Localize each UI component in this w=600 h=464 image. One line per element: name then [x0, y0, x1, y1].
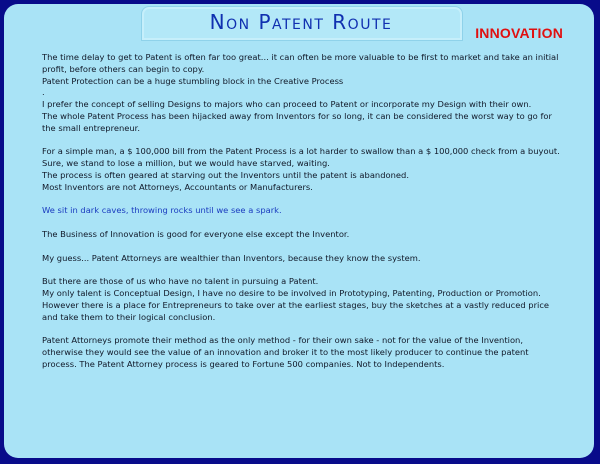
text-line: Patent Protection can be a huge stumbling block in the Creative Process: [42, 75, 344, 86]
article-body: [42, 52, 562, 371]
text-line: For a simple man, a $ 100,000 bill from the Patent Process is a lot harder to swallow than a $ 100,000 check from a buyout.: [42, 146, 560, 157]
text-line: My guess... Patent Attorneys are wealthier than Inventors, because they know the system.: [42, 252, 421, 263]
text-line: But there are those of us who have no talent in pursuing a Patent.: [42, 276, 319, 287]
text-line: I prefer the concept of selling Designs to majors who can proceed to Patent or incorporate my Design with their own.: [42, 99, 532, 110]
paragraph-gap: [42, 264, 562, 276]
text-line: The process is often geared at starving out the Inventors until the patent is abandoned.: [42, 169, 409, 180]
paragraph-gap: [42, 135, 562, 147]
text-line: My only talent is Conceptual Design, I have no desire to be involved in Prototyping, Patenting, Production or Promotion.: [42, 287, 541, 298]
page-title: Non Patent Route: [209, 10, 393, 34]
text-line: However there is a place for Entrepreneurs to take over at the earliest stages, buy the sketches at a vastly reduced price and take them to their logical conclusion.: [42, 299, 550, 322]
highlight-line: We sit in dark caves, throwing rocks until we see a spark.: [42, 205, 282, 216]
text-line: The Business of Innovation is good for everyone else except the Inventor.: [42, 228, 350, 239]
text-line: .: [42, 87, 45, 98]
text-line: Patent Attorneys promote their method as the only method - for their own sake - not for the value of the Invention, otherwise they would see the value of an innovation and broker it to the most likely producer to continue the patent process. The Patent Attorney process is geared to Fortune 500 companies. Not to Independents.: [42, 335, 529, 369]
paragraph-gap: [42, 323, 562, 335]
text-line: The whole Patent Process has been hijacked away from Inventors for so long, it can be considered the worst way to go for the small entrepreneur.: [42, 110, 552, 133]
paragraph-gap: [42, 217, 562, 229]
text-line: Most Inventors are not Attorneys, Accountants or Manufacturers.: [42, 181, 313, 192]
paragraph-gap: [42, 241, 562, 253]
text-line: Sure, we stand to lose a million, but we would have starved, waiting.: [42, 158, 330, 169]
text-line: The time delay to get to Patent is often far too great... it can often be more valuable to be first to market and take an initial profit, before others can begin to copy.: [42, 52, 559, 74]
brand-label: INNOVATION: [475, 25, 563, 41]
paragraph-gap: [42, 194, 562, 206]
